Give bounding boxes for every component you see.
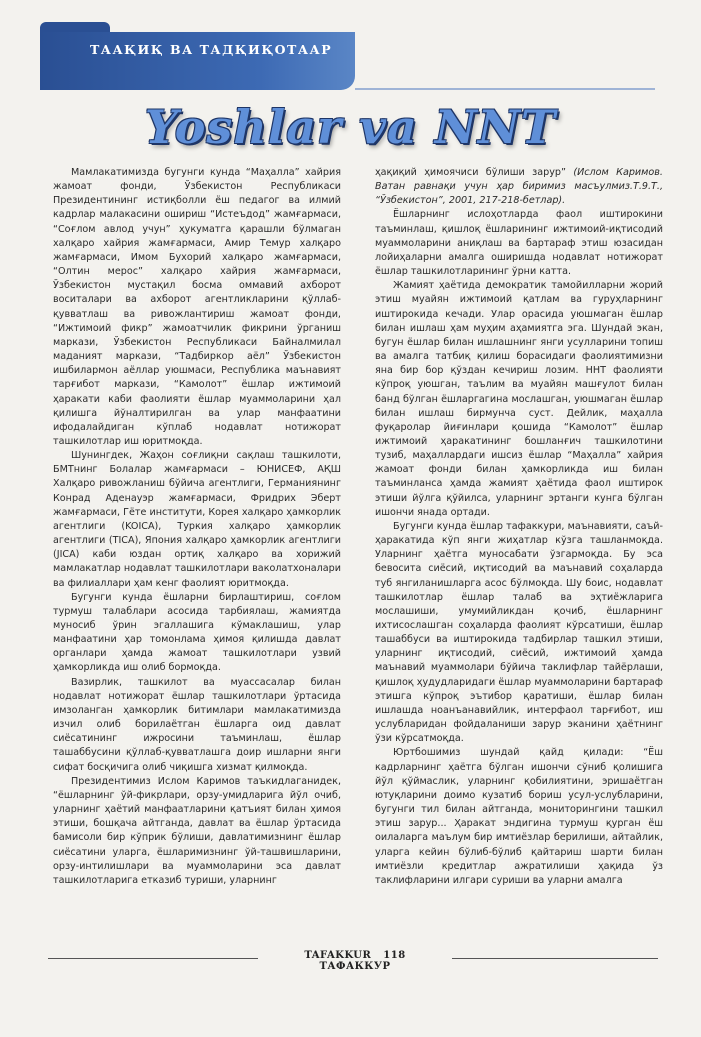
footer-magazine-cyrillic: ТАФАККУР (319, 961, 391, 972)
footer-rule-right (452, 958, 658, 959)
paragraph: Президентимиз Ислом Каримов таъкидлаганидек, “ёшларнинг ўй-фикрлари, орзу-умидларига йўл очиб, уларнинг ҳаётий манфаатларини қатъият билан ҳимоя этиши, бошқача айтганда, давлат ва ёшлар ўртасида бамисоли бир кўприк бўлиши, давлатимизнинг ёшлар сиёсатини уларга, ёшларимизнинг ўй-ташвишларини, орзу-интилишлари ва муаммоларини эса давлат ташкилотларига етказиб туриши, уларнинг (53, 775, 341, 886)
quote-end: ҳақиқий ҳимоячиси бўлиши зарур” (375, 167, 566, 178)
section-banner (40, 32, 355, 90)
right-column (375, 166, 663, 888)
paragraph: Жамият ҳаётида демократик тамойилларни жорий этиш муайян ижтимоий қатлам ва гуруҳларнинг иштирокида кечади. Улар орасида уюшмаган ёшлар билан ишлаш ҳам муҳим аҳамиятга эга. Шундай экан, бугун ёшлар билан ишлашнинг янги усулларини топиш ва амалга татбиқ қилиш борасидаги фаолиятимизни яна бир бор қўздан кечириш лозим. ННТ фаолияти кўпроқ уюшган, таълим ва муайян машғулот билан банд бўлган ёшларгагина мослашган, уюшмаган ёшлар билан ишлаш бирмунча суст. Дейлик, маҳалла фуқаролар йиғинлари қошида “Камолот” ёшлар ижтимоий ҳаракатининг бошланғич ташкилотини тузиб, маҳаллардаги ишсиз ёшлар “Маҳалла” хайрия жамоат фонди билан ҳамкорликда иш билан таъминланса ҳамда жамият ҳаётида фаол иштирок этиши йўлга қўйилса, уларнинг эртанги кунга бўлган ишончи янада ортади. (375, 280, 663, 518)
section-label: ТААҚИҚ ВА ТАДҚИҚОТААР (90, 42, 333, 57)
footer-rule-left (48, 958, 258, 959)
footer-magazine-latin: TAFAKKUR (304, 950, 372, 961)
paragraph: Шунингдек, Жаҳон соғлиқни сақлаш ташкилоти, БМТнинг Болалар жамғармаси – ЮНИСЕФ, АҚШ Халқаро ривожланиш бўйича агентлиги, Германиянинг Конрад Аденауэр жамғармаси, Фридрих Эберт жамғармаси, Гёте институти, Корея халқаро ҳамкорлик агентлиги (KOICA), Туркия халқаро ҳамкорлик агентлиги (TICA), Япония халқаро ҳамкорлик агентлиги (JICA) каби юздан ортиқ халқаро ва хорижий мамлакатлар нодавлат ташкилотлари ваколатхоналари ва филиаллари ҳам кенг фаолият юритмоқда. (53, 450, 341, 589)
article-title: Yoshlar va NNT (144, 100, 557, 154)
citation: (Ислом Каримов. Ватан равнақи учун ҳар биримиз масъулмиз.Т.9.Т., “Ўзбекистон”, 2001, 217-218-бетлар). (375, 167, 663, 207)
footer-text (263, 950, 447, 972)
header-rule (355, 88, 655, 90)
paragraph: Ёшларнинг ислоҳотларда фаол иштирокини таъминлаш, қишлоқ ёшларининг ижтимоий-иқтисодий муаммоларини аниқлаш ва бартараф этиш юзасидан лойиҳаларни амалга оширишда нодавлат нотижорат ёшлар ташкилотларининг ўрни катта. (375, 209, 663, 278)
paragraph: Вазирлик, ташкилот ва муассасалар билан нодавлат нотижорат ёшлар ташкилотлари ўртасида имзоланган ҳамкорлик битимлари мамлакатимизда изчил олиб борилаётган ёшларга оид давлат сиёсатининг ижросини таъминлаш, ёшлар ташаббусини қўллаб-қувватлашга доир ишларни янги сифат босқичига олиб чиқишга хизмат қилмоқда. (53, 676, 341, 773)
quote-continuation (375, 166, 663, 208)
paragraph: Бугунги кунда ёшлар тафаккури, маънавияти, саъй-ҳаракатида кўп янги жиҳатлар кўзга ташланмоқда. Уларнинг ҳаётга муносабати ўзгармоқда. Бу эса бевосита сиёсий, иқтисодий ва маънавий соҳаларда туб янгиланишларга асос бўлмоқда. Шу боис, нодавлат ташкилотлар ёшлар талаб ва эҳтиёжларига мослашиши, умумийликдан қочиб, ёшларнинг ихтисослашган соҳаларда фаолият кўрсатиши, ёшлар ташаббуси ва иштирокида тадбирлар ташкил этиши, уларнинг иқтисодий, сиёсий, ижтимоий ҳамда маънавий муаммолари бўйича таклифлар тайёрлаши, қишлоқ ҳудудларидаги ёшлар муаммоларини бартараф этишга кўпроқ эътибор қаратиши, ёшлар билан ишлашда ноанъанавийлик, интерфаол тарғибот, иш услубларидан фойдаланиши зарур эканини ҳаётнинг ўзи кўрсатмоқда. (375, 520, 663, 745)
paragraph: Мамлакатимизда бугунги кунда “Маҳалла” хайрия жамоат фонди, Ўзбекистон Республикаси Президентининг истиқболли ёш педагог ва илмий кадрлар малакасини ошириш “Истеъдод” жамғармаси, “Соғлом авлод учун” ҳукуматга қарашли бўлмаган халқаро хайрия жамғармаси, Амир Темур халқаро жамғармаси, Имом Бухорий халқаро жамғармаси, “Олтин мерос” халқаро хайрия жамғармаси, Ўзбекистон мустақил босма оммавий ахборот воситалари ва ахборот агентликларини қўллаб-қувватлаш ва ривожлантириш жамоат фонди, “Ижтимоий фикр” жамоатчилик фикрини ўрганиш маркази, Ўзбекистон Республикаси Байналмилал маданият маркази, “Тадбиркор аёл” Ўзбекистон ишбилармон аёллар уюшмаси, Республика маънавият тарғибот маркази, “Камолот” ёшлар ижтимоий ҳаракати каби фаолияти ёшлар муаммоларини ҳал қилишга йўналтирилган ва улар манфаатини ифодалайдиган кўплаб нодавлат нотижорат ташкилотлар иш юритмоқда. (53, 167, 341, 447)
paragraph: Бугунги кунда ёшларни бирлаштириш, соғлом турмуш талаблари асосида тарбиялаш, жамиятда муносиб ўрин эгаллашига кўмаклашиш, улар манфаатини ҳар томонлама ҳимоя қилишда давлат органлари ҳамда жамоат ташкилотлари узвий ҳамкорликда иш олиб бормоқда. (53, 591, 341, 674)
paragraph: Юртбошимиз шундай қайд қилади: “Ёш кадрларнинг ҳаётга бўлган ишончи сўниб қолишига йўл қўймаслик, уларнинг қобилиятини, эришаётган ютуқларини доимо кузатиб бориш усул-услубларини, бугунги тил билан айтганда, мониторингини ташкил этиш зарур... Ҳаракат эндигина турмуш қурган ёш оилаларга маълум бир имтиёзлар берилиши, айтайлик, уларга кейин бўлиб-бўлиб қайтариш шарти билан имтиёзли кредитлар ажратилиши ҳақида ўз таклифларини илгари суриши ва уларни амалга (375, 747, 663, 886)
left-column (53, 166, 341, 888)
page-number: 118 (383, 950, 406, 961)
page-footer (48, 950, 658, 972)
